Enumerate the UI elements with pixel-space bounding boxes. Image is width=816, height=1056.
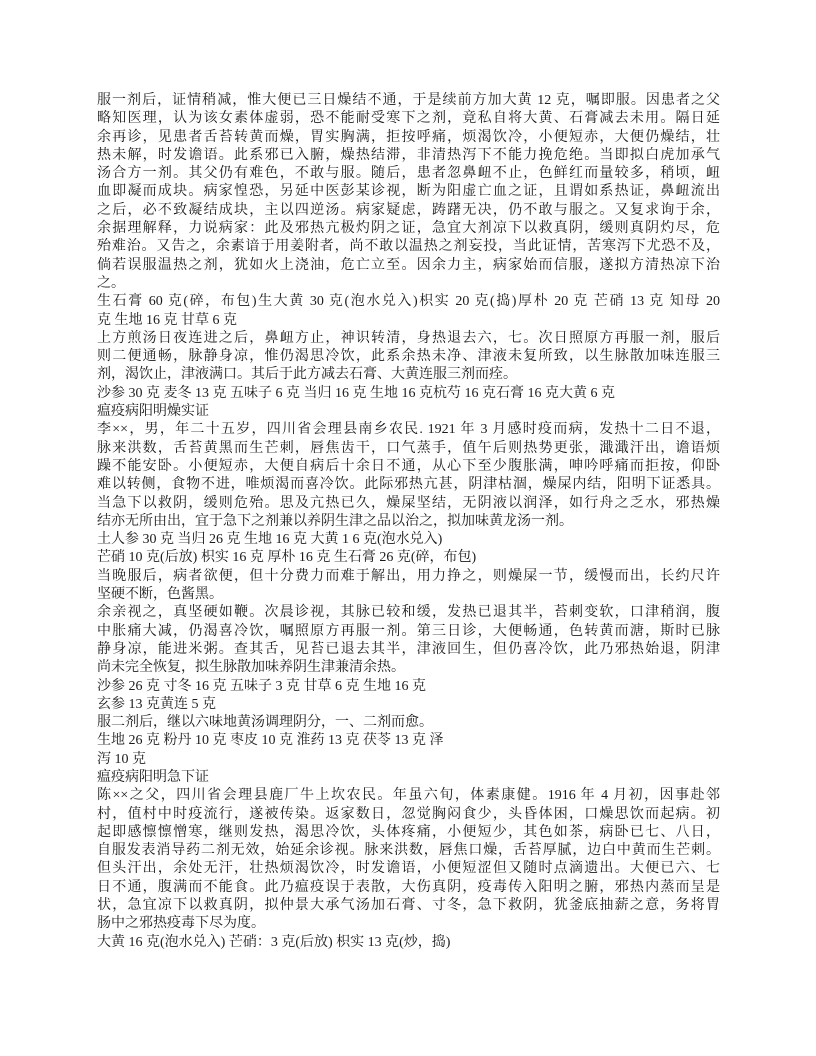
section-heading: 瘟疫病阳明燥实证	[97, 404, 209, 420]
text-line: 汤合方一剂。其父仍有难色，不敢与服。随后，患者忽鼻衄不止，色鲜红而量较多，稍顷，衄	[97, 166, 720, 182]
prescription-line: 大黄 16 克(泡水兑入) 芒硝：3 克(后放) 枳实 13 克(炒，捣)	[97, 934, 451, 950]
prescription-line: 生地 26 克 粉丹 10 克 枣皮 10 克 淮药 13 克 茯苓 13 克 泽	[97, 733, 444, 749]
text-line: 则二便通畅，脉静身凉，惟仍渴思冷饮，此系余热未净、津液未复所致，以生脉散加味连服三	[97, 349, 720, 365]
text-line: 略知医理，认为该女素体虚弱，恐不能耐受寒下之剂，竟私自将大黄、石膏减去未用。隔日延	[97, 111, 720, 127]
text-line: 之后，必不致凝结成块，主以四逆汤。病家疑虑，踌躇无决，仍不敢与服之。又复求询于余，	[97, 202, 720, 218]
text-line: 状，急宜凉下以救真阴，拟仲景大承气汤加石膏、寸冬，急下救阴，犹釜底抽薪之意，务将胃	[97, 898, 720, 914]
text-line: 尚未完全恢复，拟生脉散加味养阴生津兼清余热。	[97, 660, 405, 676]
prescription-line: 泻 10 克	[97, 751, 146, 767]
text-line: 肠中之邪热疫毒下尽为度。	[97, 916, 265, 932]
text-line: 血即凝而成块。病家惶恐，另延中医彭某诊视，断为阳虚亡血之证，且谓如系热证，鼻衄流出	[97, 184, 720, 200]
text-line: 之。	[97, 275, 125, 291]
text-line: 村，值村中时疫流行，遂被传染。返家数日，忽觉胸闷食少，头昏体困，口燥思饮而起病。初	[97, 806, 720, 822]
text-line: 上方煎汤日夜连进之后，鼻衄方止，神识转清，身热退去六，七。次日照原方再服一剂，服后	[97, 330, 720, 346]
prescription-line: 土人参 30 克 当归 26 克 生地 16 克 大黄 1 6 克(泡水兑入)	[97, 532, 443, 548]
text-line: 坚硬不断，色酱黑。	[97, 587, 223, 603]
section-heading: 瘟疫病阳明急下证	[97, 769, 209, 785]
text-line: 陈××之父，四川省会理县鹿厂牛上坎农民。年虽六旬，体素康健。1916 年 4 月初，因事赴邻	[97, 788, 720, 804]
text-line: 殆难治。又告之，余素谙于用姜附者，尚不敢以温热之剂妄投，当此证情，苦寒泻下尤恐不及，	[97, 239, 720, 255]
text-line: 结亦无所由出，宜于急下之剂兼以养阴生津之品以治之，拟加味黄龙汤一剂。	[97, 513, 573, 529]
text-line: 日不通，腹满而不能食。此乃瘟疫误于表散，大伤真阴，疫毒传入阳明之腑，邪热内蒸而呈是	[97, 879, 720, 895]
text-line: 服二剂后，继以六味地黄汤调理阴分，一、二剂而愈。	[97, 715, 433, 731]
prescription-line: 沙参 30 克 麦冬 13 克 五味子 6 克 当归 16 克 生地 16 克杭芍 16 克石膏 16 克大黄 6 克	[97, 385, 615, 401]
text-line: 倘若误服温热之剂，犹如火上浇油，危亡立至。因余力主，病家始而信服，遂拟方清热凉下治	[97, 257, 720, 273]
text-line: 静身凉，能进米粥。查其舌，见苔已退去其半，津液回生，但仍喜冷饮，此乃邪热始退，阴津	[97, 641, 720, 657]
text-line: 剂，渴饮止，津液满口。其后于此方减去石膏、大黄连服三剂而痊。	[97, 367, 517, 383]
text-line: 难以转侧，食物不进，唯烦渴而喜冷饮。此际邪热亢甚，阴津枯涸，燥屎内结，阳明下证悉具。	[97, 477, 720, 493]
text-line: 脉来洪数，舌苔黄黑而生芒刺，唇焦齿干，口气蒸手，值午后则热势更张，濈濈汗出，谵语烦	[97, 440, 720, 456]
text-line: 李××，男，年二十五岁，四川省会理县南乡农民. 1921 年 3 月感时疫而病，发热十二日不退，	[97, 422, 720, 438]
prescription-line: 玄参 13 克黄连 5 克	[97, 696, 216, 712]
text-line: 自服发表消导药二剂无效，始延余诊视。脉来洪数，唇焦口燥，舌苔厚腻，边白中黄而生芒刺。	[97, 843, 720, 859]
text-line: 中胀痛大减，仍渴喜冷饮，嘱照原方再服一剂。第三日诊，大便畅通，色转黄而溏，斯时已脉	[97, 623, 720, 639]
text-line: 当晚服后，病者欲便，但十分费力而难于解出，用力挣之，则燥屎一节，缓慢而出，长约尺许	[97, 568, 720, 584]
document-body	[97, 92, 720, 952]
text-line: 但头汗出，余处无汗，壮热烦渴饮冷，时发谵语，小便短涩但又随时点滴遗出。大便已六、七	[97, 861, 720, 877]
text-line: 起即感懔懔憎寒，继则发热，渴思冷饮，头体疼痛，小便短少，其色如茶，病卧已七、八日，	[97, 824, 720, 840]
text-line: 服一剂后，证情稍减，惟大便已三日燥结不通，于是续前方加大黄 12 克，嘱即服。因患者之父	[97, 93, 720, 108]
prescription-line: 克 生地 16 克 甘草 6 克	[97, 312, 237, 328]
prescription-line: 生石膏 60 克(碎，布包)生大黄 30 克(泡水兑入)枳实 20 克(捣)厚朴 20 克 芒硝 13 克 知母 20	[97, 294, 720, 310]
text-line: 热未解，时发谵语。此系邪已入腑，燥热结滞，非清热泻下不能力挽危绝。当即拟白虎加承气	[97, 147, 720, 163]
text-line: 躁不能安卧。小便短赤，大便自病后十余日不通，从心下至少腹胀满，呻吟呼痛而拒按，仰卧	[97, 458, 720, 474]
text-line: 余亲视之，真坚硬如鞭。次晨诊视，其脉已较和缓，发热已退其半，苔刺变软，口津稍润，腹	[97, 605, 720, 621]
text-line: 当急下以救阴，缓则危殆。思及亢热已久，燥屎坚结，无阴液以润泽，如行舟之乏水，邪热燥	[97, 495, 720, 511]
prescription-line: 沙参 26 克 寸冬 16 克 五味子 3 克 甘草 6 克 生地 16 克	[97, 678, 426, 694]
text-line: 余据理解释，力说病家：此及邪热亢极灼阴之证，急宜大剂凉下以救真阴，缓则真阴灼尽，危	[97, 221, 720, 237]
prescription-line: 芒硝 10 克(后放) 枳实 16 克 厚朴 16 克 生石膏 26 克(碎，布包)	[97, 550, 477, 566]
text-line: 余再诊，见患者舌苔转黄而燥，胃实胸满，拒按呼痛，烦渴饮冷，小便短赤，大便仍燥结，壮	[97, 129, 720, 145]
